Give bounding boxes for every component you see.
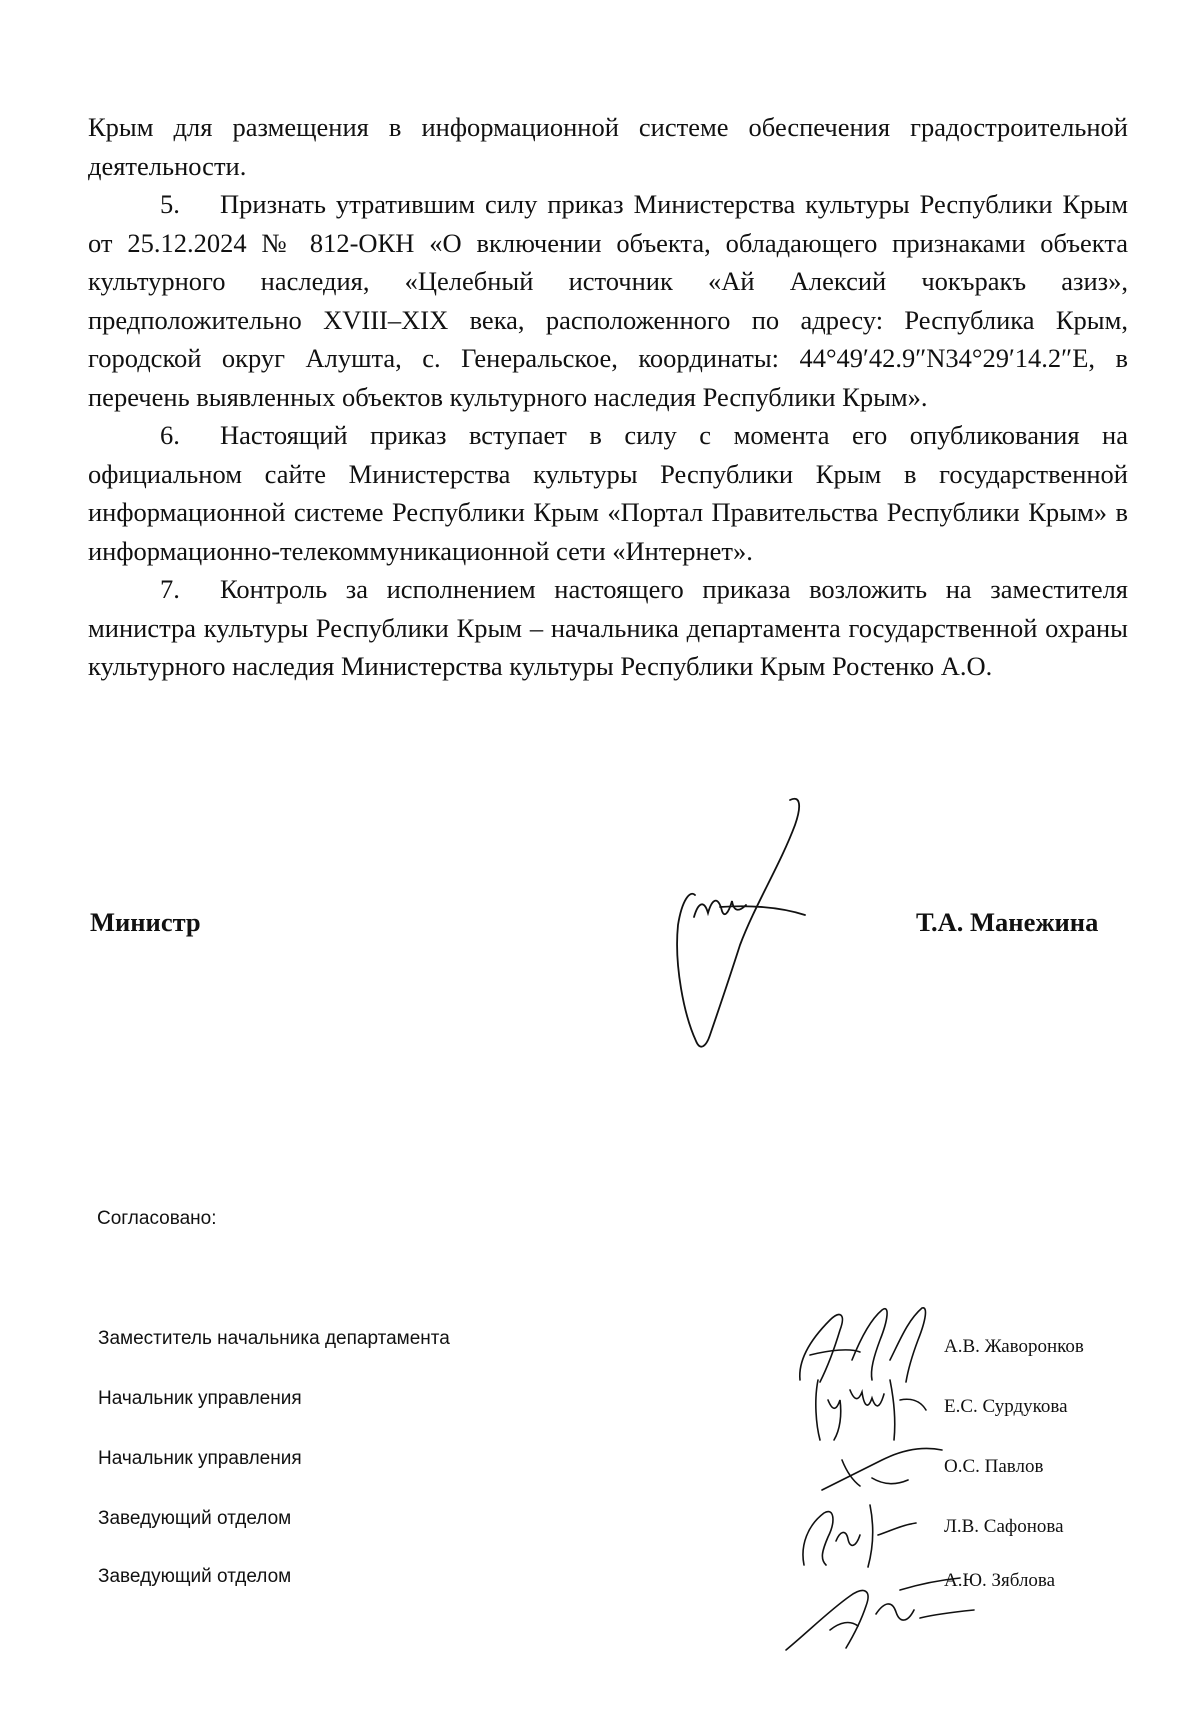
paragraph-continuation: Крым для размещения в информационной системе обеспечения градостроительной деятельности. (88, 112, 1128, 181)
agreement-role-5: Заведующий отделом (98, 1566, 292, 1587)
order-item-5 (88, 185, 1128, 416)
agreement-role-3: Начальник управления (98, 1448, 302, 1469)
item-text: Признать утратившим силу приказ Министерства культуры Республики Крым от 25.12.2024 № 812-ОКН «О включении объекта, обладающего признаками объекта культурного наследия, «Целебный источник «Ай Алексий чокъракъ азиз», предположительно XVIII–XIX века, расположенного по адресу: Республика Крым, городской округ Алушта, с. Генеральское, координаты: 44°49′42.9″N34°29′14.2″E, в перечень выявленных объектов культурного наследия Республики Крым». (88, 189, 1128, 412)
item-number: 6. (160, 420, 180, 450)
item-number: 7. (160, 574, 180, 604)
item-number: 5. (160, 189, 180, 219)
agreement-role-4: Заведующий отделом (98, 1508, 292, 1529)
order-body (88, 108, 1128, 686)
agreement-name-2: Е.С. Сурдукова (944, 1396, 1068, 1417)
signatory-role: Министр (90, 907, 201, 937)
item-text: Настоящий приказ вступает в силу с момента его опубликования на официальном сайте Министерства культуры Республики Крым в государственной информационной системе Республики Крым «Портал Правительства Республики Крым» в информационно-телекоммуникационной сети «Интернет». (88, 420, 1128, 566)
initials-signature-4 (790, 1495, 940, 1575)
agreement-name-5: А.Ю. Зяблова (944, 1570, 1056, 1591)
initials-signature-2 (810, 1370, 930, 1445)
item-text: Контроль за исполнением настоящего приказа возложить на заместителя министра культуры Республики Крым – начальника департамента государственной охраны культурного наследия Министерства культуры Республики Крым Ростенко А.О. (88, 574, 1128, 681)
agreement-title: Согласовано: (97, 1208, 217, 1229)
initials-signature-5 (780, 1570, 980, 1660)
initials-signature-3 (812, 1440, 952, 1500)
order-item-6 (88, 416, 1128, 570)
agreement-name-1: А.В. Жаворонков (944, 1336, 1084, 1357)
agreement-name-4: Л.В. Сафонова (944, 1516, 1064, 1537)
agreement-role-1: Заместитель начальника департамента (98, 1328, 450, 1349)
order-item-7 (88, 570, 1128, 686)
agreement-name-3: О.С. Павлов (944, 1456, 1044, 1477)
minister-signature (660, 795, 830, 1055)
agreement-role-2: Начальник управления (98, 1388, 302, 1409)
signatory-name: Т.А. Манежина (916, 907, 1099, 937)
